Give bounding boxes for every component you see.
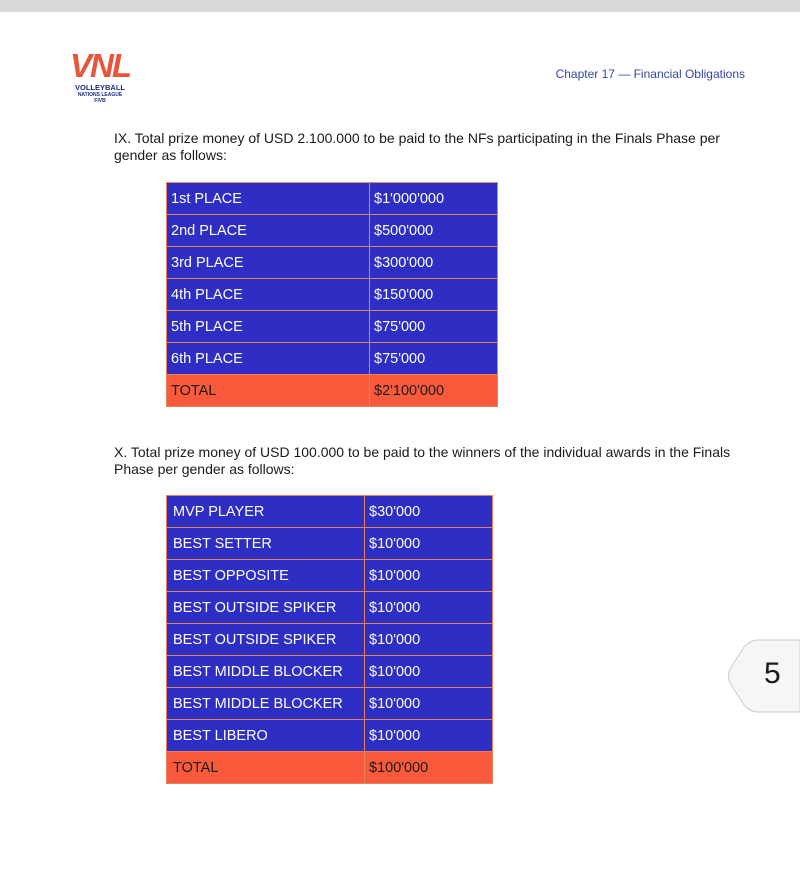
page-number-tab[interactable] [728, 639, 800, 713]
row-label: 3rd PLACE [167, 247, 370, 279]
table-row [167, 215, 498, 247]
top-border [0, 0, 800, 12]
row-label: BEST MIDDLE BLOCKER [167, 688, 365, 720]
total-amount: $2'100'000 [370, 375, 498, 407]
row-amount: $10'000 [365, 688, 493, 720]
total-row [167, 375, 498, 407]
row-amount: $1'000'000 [370, 183, 498, 215]
table-row [167, 343, 498, 375]
row-label: 5th PLACE [167, 311, 370, 343]
row-label: BEST OPPOSITE [167, 560, 365, 592]
placement-prize-table [166, 182, 498, 407]
row-amount: $10'000 [365, 624, 493, 656]
table-row [167, 688, 493, 720]
table-row [167, 592, 493, 624]
table-row [167, 247, 498, 279]
row-amount: $10'000 [365, 528, 493, 560]
row-amount: $150'000 [370, 279, 498, 311]
total-row [167, 752, 493, 784]
row-amount: $300'000 [370, 247, 498, 279]
section-x-text: X. Total prize money of USD 100.000 to be paid to the winners of the individual awards in the Finals Phase per gender as follows: [114, 444, 731, 477]
logo-line-1: VOLLEYBALL [75, 83, 125, 92]
total-label: TOTAL [167, 752, 365, 784]
row-label: 1st PLACE [167, 183, 370, 215]
table-row [167, 720, 493, 752]
logo-mark: VNL [70, 47, 130, 84]
row-label: BEST LIBERO [167, 720, 365, 752]
row-label: BEST SETTER [167, 528, 365, 560]
row-amount: $75'000 [370, 311, 498, 343]
page-number: 5 [764, 657, 781, 690]
row-amount: $10'000 [365, 592, 493, 624]
row-amount: $10'000 [365, 560, 493, 592]
vnl-logo [66, 47, 134, 104]
row-label: 2nd PLACE [167, 215, 370, 247]
table-row [167, 528, 493, 560]
logo-line-2: NATIONS LEAGUE [77, 92, 123, 98]
row-amount: $10'000 [365, 720, 493, 752]
section-ix-text: IX. Total prize money of USD 2.100.000 to be paid to the NFs participating in the Finals Phase per gender as follows: [114, 130, 720, 163]
row-label: BEST OUTSIDE SPIKER [167, 624, 365, 656]
table-row [167, 624, 493, 656]
row-label: 6th PLACE [167, 343, 370, 375]
individual-awards-table [166, 495, 493, 784]
row-label: BEST OUTSIDE SPIKER [167, 592, 365, 624]
row-amount: $500'000 [370, 215, 498, 247]
total-amount: $100'000 [365, 752, 493, 784]
total-label: TOTAL [167, 375, 370, 407]
row-label: MVP PLAYER [167, 496, 365, 528]
row-amount: $10'000 [365, 656, 493, 688]
table-row [167, 560, 493, 592]
table-row [167, 279, 498, 311]
table-row [167, 496, 493, 528]
table-row [167, 183, 498, 215]
table-row [167, 656, 493, 688]
row-label: 4th PLACE [167, 279, 370, 311]
row-label: BEST MIDDLE BLOCKER [167, 656, 365, 688]
logo-line-3: FIVB [94, 98, 106, 104]
table-row [167, 311, 498, 343]
chapter-title: Chapter 17 — Financial Obligations [555, 67, 745, 81]
row-amount: $75'000 [370, 343, 498, 375]
row-amount: $30'000 [365, 496, 493, 528]
